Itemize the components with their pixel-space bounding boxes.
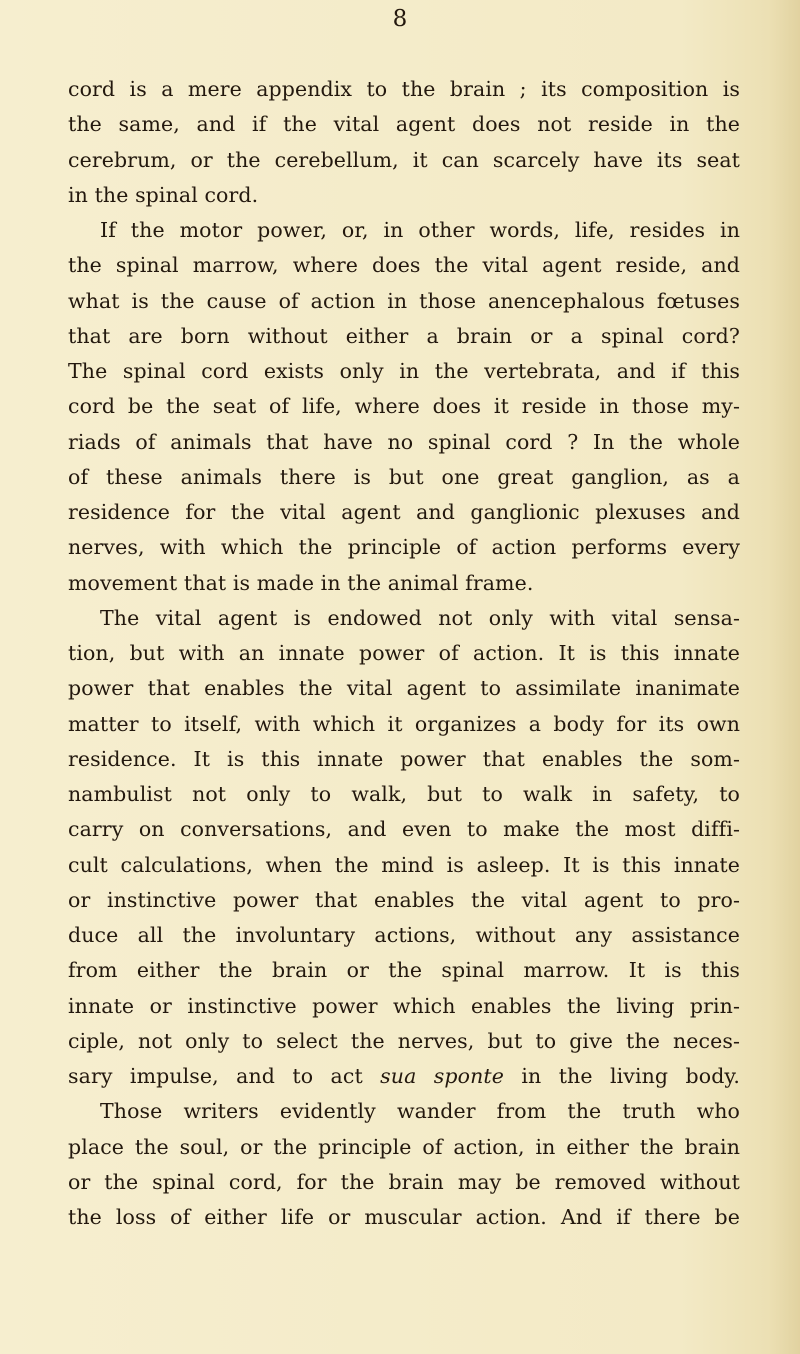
text-line: place the soul, or the principle of action, in either the brain xyxy=(68,1134,740,1159)
text-line-with-italic xyxy=(68,1059,740,1094)
page-number: 8 xyxy=(392,6,408,32)
text-line: The vital agent is endowed not only with vital sensa- xyxy=(100,605,740,630)
text-segment: sary impulse, and to act xyxy=(68,1064,363,1088)
text-line: what is the cause of action in those anencephalous fœtuses xyxy=(68,288,740,313)
text-line: nerves, with which the principle of action performs every xyxy=(68,535,740,560)
text-line: duce all the involuntary actions, without any assistance xyxy=(68,923,740,947)
text-line: tion, but with an innate power of action. It is this innate xyxy=(68,641,740,665)
text-line: The spinal cord exists only in the vertebrata, and if this xyxy=(68,359,740,383)
text-line: nambulist not only to walk, but to walk in safety, to xyxy=(68,782,740,806)
text-line: carry on conversations, and even to make the most diffi- xyxy=(68,817,740,842)
text-line: riads of animals that have no spinal cord ? In the whole xyxy=(68,429,740,454)
text-line: residence for the vital agent and ganglionic plexuses and xyxy=(68,500,740,524)
text-line: that are born without either a brain or a spinal cord? xyxy=(68,323,740,348)
text-line: the same, and if the vital agent does not reside in the xyxy=(68,112,740,137)
text-line: of these animals there is but one great ganglion, as a xyxy=(68,464,740,489)
text-line: cord be the seat of life, where does it reside in those my- xyxy=(68,394,740,419)
text-line: matter to itself, with which it organizes a body for its own xyxy=(68,711,740,736)
text-line: Those writers evidently wander from the truth who xyxy=(100,1099,740,1124)
text-line: or instinctive power that enables the vital agent to pro- xyxy=(68,887,740,912)
text-line: movement that is made in the animal frame. xyxy=(68,570,534,595)
text-line: cult calculations, when the mind is asleep. It is this innate xyxy=(68,852,740,877)
text-line: ciple, not only to select the nerves, but to give the neces- xyxy=(68,1028,740,1053)
text-line: the spinal marrow, where does the vital agent reside, and xyxy=(68,253,740,278)
text-line: in the spinal cord. xyxy=(68,182,259,207)
text-line: the loss of either life or muscular action. And if there be xyxy=(68,1205,740,1229)
text-line: from either the brain or the spinal marrow. It is this xyxy=(68,958,740,983)
body-text xyxy=(68,72,740,1235)
text-segment: in the living body. xyxy=(521,1064,740,1088)
text-line: cerebrum, or the cerebellum, it can scarcely have its seat xyxy=(68,147,740,172)
text-line: residence. It is this innate power that enables the som- xyxy=(68,746,740,771)
text-line: If the motor power, or, in other words, life, resides in xyxy=(100,218,740,242)
text-line: or the spinal cord, for the brain may be removed without xyxy=(68,1169,740,1194)
italic-phrase: sua sponte xyxy=(380,1064,504,1088)
text-line: power that enables the vital agent to assimilate inanimate xyxy=(68,676,740,701)
text-line: innate or instinctive power which enables the living prin- xyxy=(68,993,740,1018)
text-line: cord is a mere appendix to the brain ; its composition is xyxy=(68,77,740,101)
